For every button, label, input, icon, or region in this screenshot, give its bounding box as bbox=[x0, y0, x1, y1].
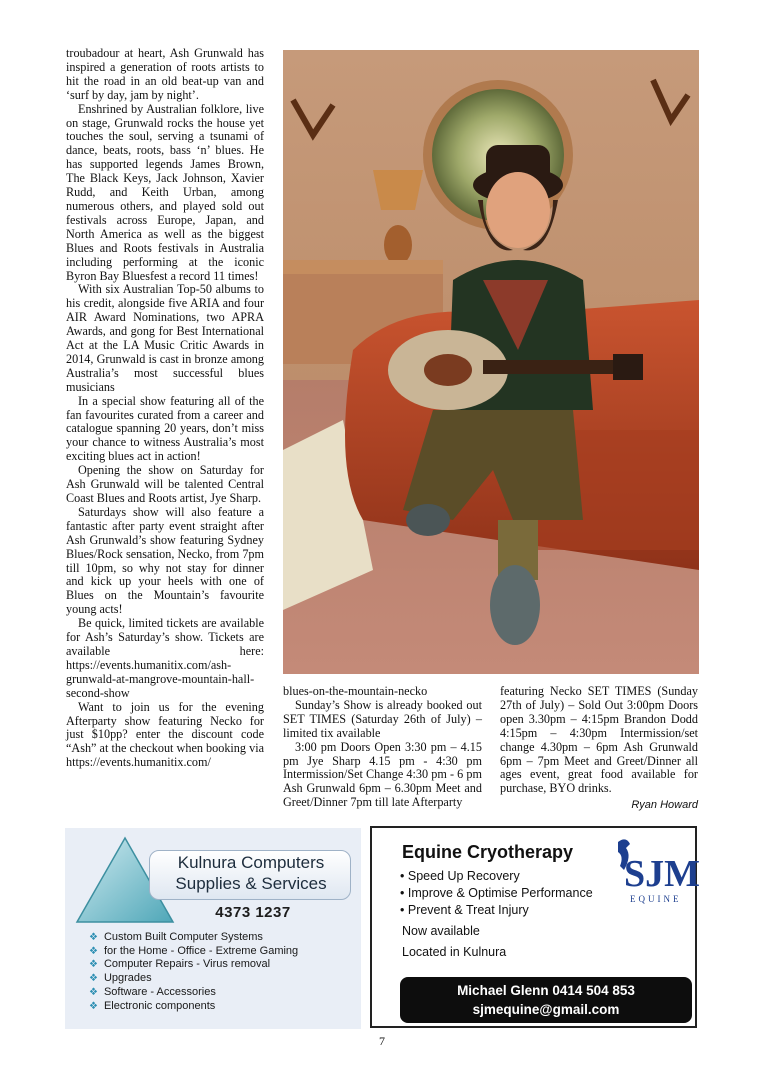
list-item: ❖ Computer Repairs - Virus removal bbox=[89, 958, 271, 971]
paragraph: Saturdays show will also feature a fantastic after party event straight after Ash Grunwald’s show featuring Sydney Blues/Rock sensation, Necko, from 7pm till 10pm, so why not stay for dinner and kick up your heels with one of Blues on the Mountain’s favourite young acts! bbox=[66, 504, 264, 617]
diamond-bullet-icon: ❖ bbox=[89, 945, 98, 957]
article-column-right bbox=[500, 685, 698, 813]
location-text: Located in Kulnura bbox=[402, 945, 507, 959]
sjm-equine-logo-icon bbox=[612, 836, 700, 906]
paragraph: With six Australian Top-50 albums to his credit, alongside five ARIA and four AIR Award Nominations, two APRA Awards, and gong for Best International Act at the LA Music Critic Awards in 2014, Grunwald is cast in bronze among Australia’s most successful blues musicians bbox=[66, 282, 264, 394]
logo-text: SJM bbox=[624, 853, 700, 895]
logo-subtext: EQUINE bbox=[630, 894, 682, 904]
paragraph: In a special show featuring all of the fan favourites curated from a career and catalogue spanning 20 years, don’t miss your chance to witness Australia’s most exciting blues act in action! bbox=[66, 393, 264, 464]
article-column-middle bbox=[283, 685, 482, 810]
ad-title: Equine Cryotherapy bbox=[402, 842, 574, 862]
diamond-bullet-icon: ❖ bbox=[89, 973, 98, 985]
list-item: ❖ for the Home - Office - Extreme Gaming bbox=[89, 944, 299, 957]
paragraph: blues-on-the-mountain-necko bbox=[283, 684, 428, 698]
contact-name-phone: Michael Glenn 0414 504 853 bbox=[457, 983, 635, 998]
paragraph: Be quick, limited tickets are available for Ash’s Saturday’s show. Tickets are available here: https://events.humanitix.com/ash-grunwald-at-mangrove-mountain-hall-second-show bbox=[66, 616, 264, 700]
list-item: ❖ Upgrades bbox=[89, 972, 152, 985]
availability-text: Now available bbox=[402, 924, 480, 938]
list-item: ❖ Electronic components bbox=[89, 999, 216, 1012]
diamond-bullet-icon: ❖ bbox=[89, 959, 98, 971]
list-item: • Improve & Optimise Performance bbox=[400, 886, 593, 900]
paragraph: Opening the show on Saturday for Ash Grunwald will be talented Central Coast Blues and Roots artist, Jye Sharp. bbox=[66, 463, 264, 505]
diamond-bullet-icon: ❖ bbox=[89, 932, 98, 943]
contact-email[interactable]: sjmequine@gmail.com bbox=[472, 1002, 620, 1017]
diamond-bullet-icon: ❖ bbox=[89, 1000, 98, 1012]
company-phone: 4373 1237 bbox=[215, 904, 291, 921]
list-item: ❖ Custom Built Computer Systems bbox=[89, 931, 263, 943]
kulnura-computers-ad bbox=[65, 828, 361, 1029]
paragraph: featuring Necko SET TIMES (Sunday 27th of July) – Sold Out 3:00pm Doors open 3.30pm – 4:15pm Brandon Dodd 4:15pm – 4:30pm Intermission/set change 4.30pm – 6pm Ash Grunwald 6pm – 7pm Meet and Greet/Dinner all ages event, great food available for purchase, BYO drinks. bbox=[500, 684, 698, 796]
diamond-bullet-icon: ❖ bbox=[89, 986, 98, 998]
musician-photo-illustration bbox=[283, 50, 699, 674]
paragraph: Enshrined by Australian folklore, live on stage, Grunwald rocks the house yet touches the soul, serving a tsunami of dance, beats, roots, bass ‘n’ blues. He has supported legends James Brown, The Black Keys, Jack Johnson, Xavier Rudd, and Keith Urban, among numerous others, and played sold out festivals across Europe, Japan, and North America as well as the biggest Blues and Roots festivals in Australia including performing at the iconic Byron Bay Bluesfest a record 11 times! bbox=[66, 101, 264, 283]
byline: Ryan Howard bbox=[631, 799, 698, 812]
paragraph: Sunday’s Show is already booked out SET TIMES (Saturday 26th of July) – limited tix available bbox=[283, 697, 482, 740]
paragraph: troubadour at heart, Ash Grunwald has inspired a generation of roots artists to hit the road in an old beat-up van and ‘surf by day, jam by night’. bbox=[66, 46, 264, 102]
list-item: • Prevent & Treat Injury bbox=[400, 903, 529, 917]
equine-cryotherapy-ad bbox=[370, 826, 700, 1028]
list-item: ❖ Software - Accessories bbox=[89, 985, 216, 998]
paragraph: Want to join us for the evening Afterparty show featuring Necko for just $10pp? enter the discount code “Ash” at the checkout when booking via https://events.humanitix.com/ bbox=[66, 699, 264, 770]
company-name: Kulnura Computers Supplies & Services bbox=[175, 853, 327, 893]
benefits-list bbox=[400, 868, 593, 919]
services-list bbox=[89, 931, 298, 1013]
musician-photo bbox=[283, 50, 699, 674]
paragraph: 3:00 pm Doors Open 3:30 pm – 4.15 pm Jye Sharp 4.15 pm - 4:30 pm Intermission/Set Change 4:30 pm - 6 pm Ash Grunwald 6pm – 6.30pm Meet and Greet/Dinner 7pm till late Afterparty bbox=[283, 739, 482, 810]
list-item: • Speed Up Recovery bbox=[400, 869, 520, 883]
contact-bar bbox=[400, 977, 692, 1023]
article-column-left bbox=[66, 47, 264, 770]
page-number: 7 bbox=[379, 1034, 385, 1048]
